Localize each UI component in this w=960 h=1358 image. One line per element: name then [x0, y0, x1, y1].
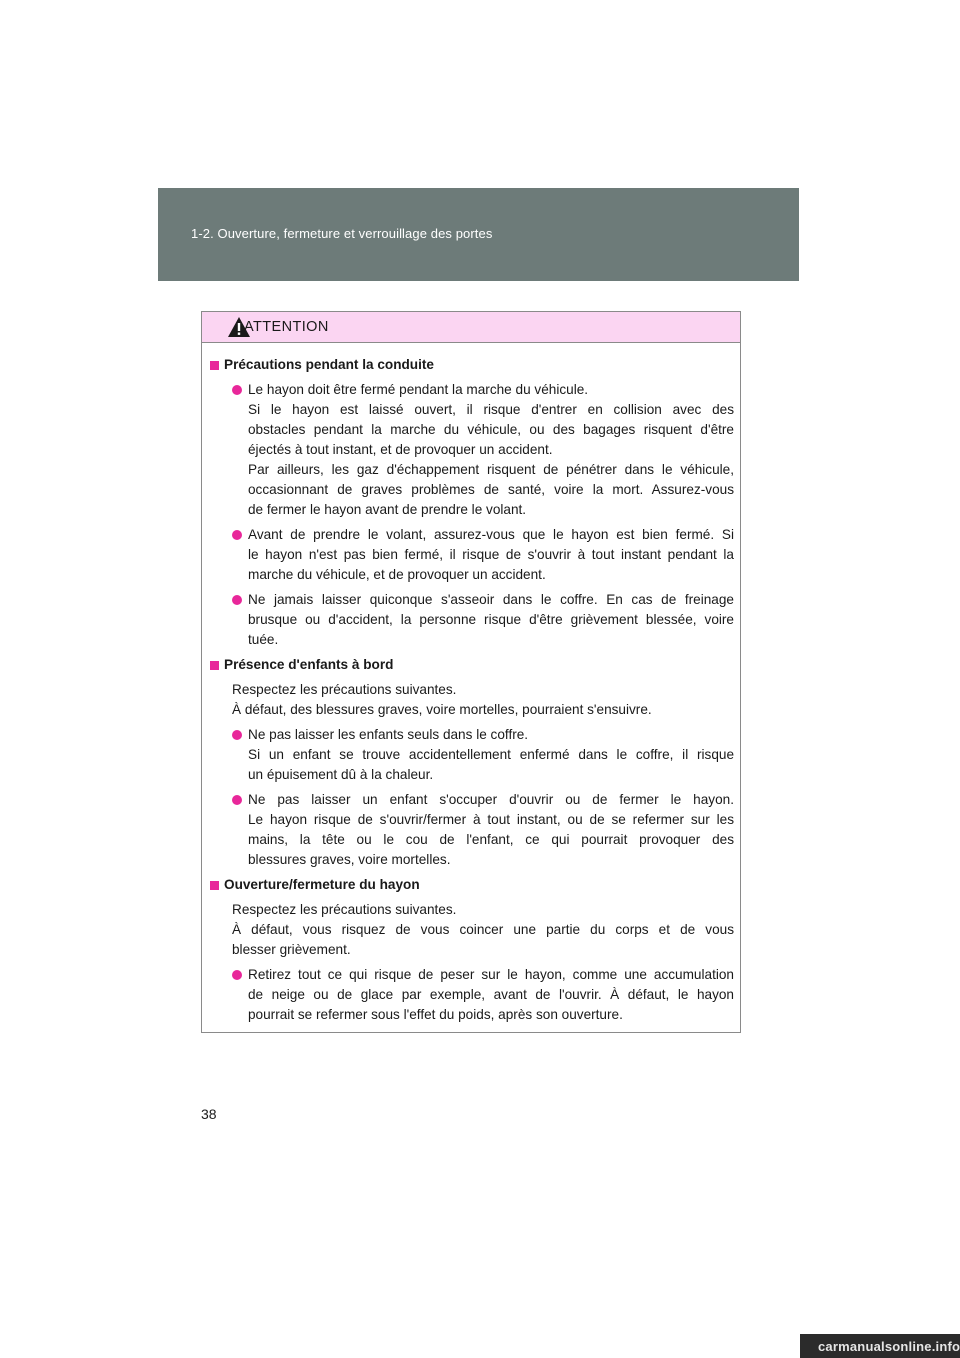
bullet-line: obstacles pendant la marche du véhicule, ou des bagages risquent d'être: [248, 422, 734, 437]
square-bullet-icon: [210, 661, 219, 670]
bullet-line: Le hayon risque de s'ouvrir/fermer à tout instant, ou de se refermer sur les: [248, 812, 734, 827]
section-intro: [210, 900, 734, 960]
bullet-line: pourrait se refermer sous l'effet du poids, après son ouverture.: [248, 1007, 623, 1022]
warning-body: [202, 343, 740, 1032]
section-heading: [210, 355, 734, 375]
bullet-line: Si un enfant se trouve accidentellement enfermé dans le coffre, il risque: [248, 747, 734, 762]
bullet-item: [210, 725, 734, 785]
circle-bullet-icon: [232, 730, 242, 740]
bullet-item: [210, 790, 734, 870]
bullet-line: marche du véhicule, et de provoquer un accident.: [248, 567, 546, 582]
warning-label: ATTENTION: [244, 319, 329, 335]
section-intro: [210, 680, 734, 720]
circle-bullet-icon: [232, 595, 242, 605]
bullet-line: Ne jamais laisser quiconque s'asseoir dans le coffre. En cas de freinage: [248, 592, 734, 607]
footer-brand-text: carmanualsonline.info: [818, 1339, 960, 1354]
bullet-item: [210, 525, 734, 585]
circle-bullet-icon: [232, 970, 242, 980]
bullet-line: éjectés à tout instant, et de provoquer un accident.: [248, 442, 553, 457]
circle-bullet-icon: [232, 795, 242, 805]
section-header-band: [158, 188, 799, 281]
bullet-line: Par ailleurs, les gaz d'échappement risquent de pénétrer dans le véhicule,: [248, 462, 734, 477]
bullet-line: un épuisement dû à la chaleur.: [248, 767, 434, 782]
square-bullet-icon: [210, 881, 219, 890]
intro-line: blesser grièvement.: [232, 942, 351, 957]
warning-header: [202, 312, 740, 343]
bullet-line: blessures graves, voire mortelles.: [248, 852, 451, 867]
bullet-line: occasionnant de graves problèmes de santé, voire la mort. Assurez-vous: [248, 482, 734, 497]
footer-watermark: [800, 1334, 960, 1358]
section-heading: [210, 655, 734, 675]
bullet-item: [210, 380, 734, 520]
bullet-line: Le hayon doit être fermé pendant la marche du véhicule.: [248, 382, 589, 397]
section-heading-text: Précautions pendant la conduite: [224, 357, 434, 372]
intro-line: Respectez les précautions suivantes.: [232, 682, 457, 697]
bullet-line: Retirez tout ce qui risque de peser sur le hayon, comme une accumulation: [248, 967, 734, 982]
bullet-line: mains, la tête ou le cou de l'enfant, ce qui pourrait provoquer des: [248, 832, 734, 847]
square-bullet-icon: [210, 361, 219, 370]
bullet-line: Si le hayon est laissé ouvert, il risque d'entrer en collision avec des: [248, 402, 734, 417]
bullet-line: Ne pas laisser les enfants seuls dans le coffre.: [248, 727, 529, 742]
page-number: 38: [201, 1106, 217, 1122]
section-title: 1-2. Ouverture, fermeture et verrouillage des portes: [191, 226, 493, 241]
warning-box: [201, 311, 741, 1033]
intro-line: À défaut, vous risquez de vous coincer une partie du corps et de vous: [232, 922, 734, 937]
section-heading-text: Ouverture/fermeture du hayon: [224, 877, 420, 892]
bullet-item: [210, 965, 734, 1025]
bullet-line: le hayon n'est pas bien fermé, il risque de s'ouvrir à tout instant pendant la: [248, 547, 734, 562]
circle-bullet-icon: [232, 385, 242, 395]
circle-bullet-icon: [232, 530, 242, 540]
intro-line: Respectez les précautions suivantes.: [232, 902, 457, 917]
section-heading: [210, 875, 734, 895]
bullet-line: de fermer le hayon avant de prendre le volant.: [248, 502, 527, 517]
intro-line: À défaut, des blessures graves, voire mortelles, pourraient s'ensuivre.: [232, 702, 652, 717]
bullet-line: Avant de prendre le volant, assurez-vous que le hayon est bien fermé. Si: [248, 527, 734, 542]
bullet-line: brusque ou d'accident, la personne risque d'être grièvement blessée, voire: [248, 612, 734, 627]
section-heading-text: Présence d'enfants à bord: [224, 657, 394, 672]
bullet-line: Ne pas laisser un enfant s'occuper d'ouvrir ou de fermer le hayon.: [248, 792, 734, 807]
bullet-line: tuée.: [248, 632, 279, 647]
bullet-line: de neige ou de glace par exemple, avant de l'ouvrir. À défaut, le hayon: [248, 987, 734, 1002]
bullet-item: [210, 590, 734, 650]
